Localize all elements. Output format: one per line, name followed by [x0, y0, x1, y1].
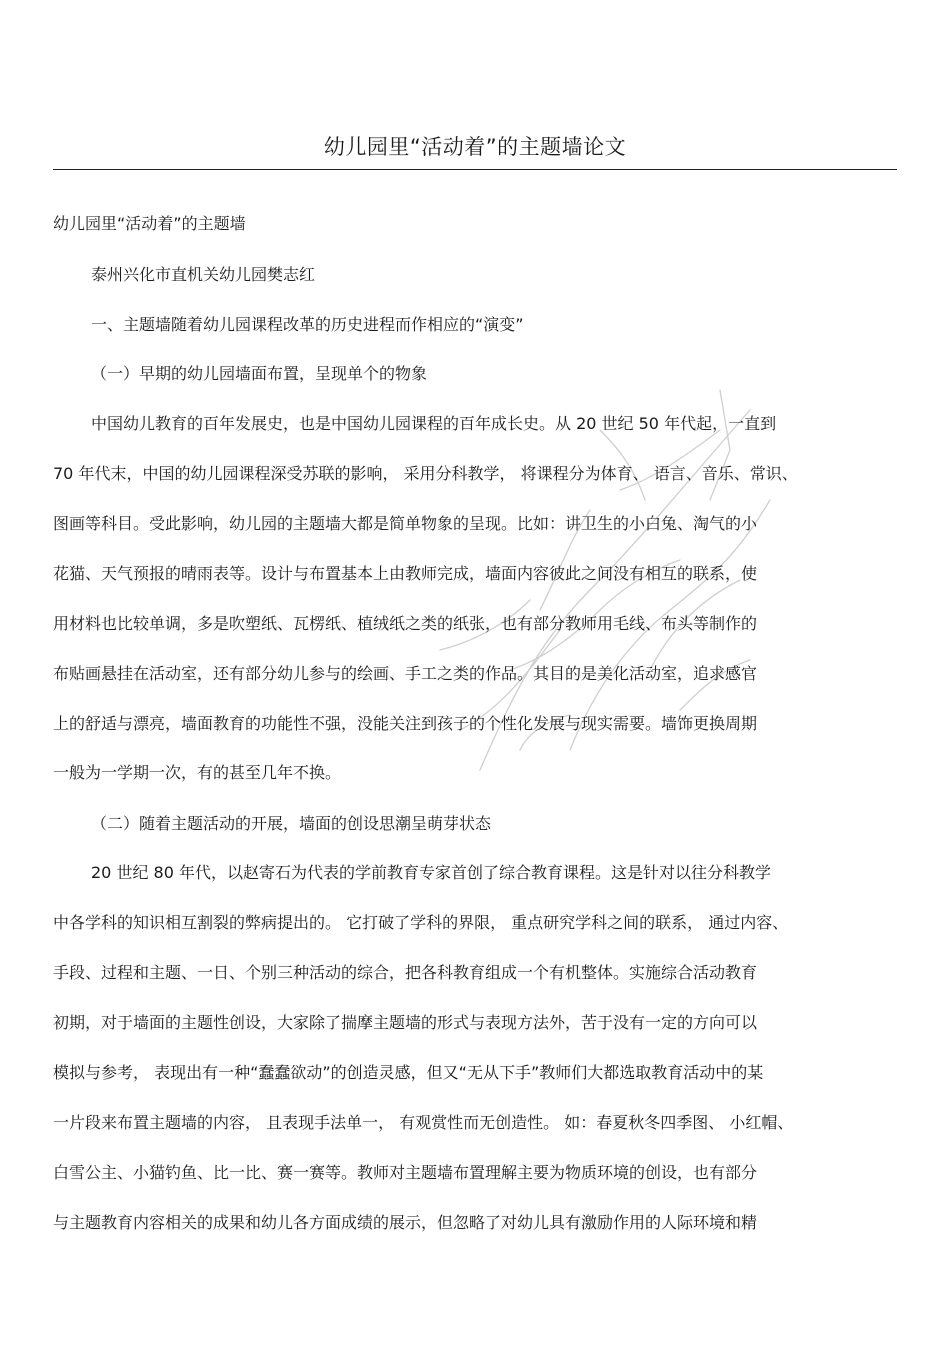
- paragraph-line: 布贴画悬挂在活动室，还有部分幼儿参与的绘画、手工之类的作品。其目的是美化活动室，追求感官: [53, 664, 758, 683]
- paragraph-line: 一片段来布置主题墙的内容， 且表现手法单一， 有观赏性而无创造性。 如：春夏秋冬四季图、 小红帽、: [53, 1113, 794, 1132]
- paragraph-line: 与主题教育内容相关的成果和幼儿各方面成绩的展示，但忽略了对幼儿具有激励作用的人际环境和精: [53, 1213, 758, 1232]
- section-heading: 一、主题墙随着幼儿园课程改革的历史进程而作相应的“演变”: [91, 315, 524, 334]
- paragraph-line: 幼儿园里“活动着”的主题墙: [53, 214, 246, 233]
- paragraph-line: 花猫、天气预报的晴雨表等。设计与布置基本上由教师完成，墙面内容彼此之间没有相互的联系，使: [53, 564, 758, 583]
- paragraph-line: 初期，对于墙面的主题性创设，大家除了揣摩主题墙的形式与表现方法外，苦于没有一定的方向可以: [53, 1013, 758, 1032]
- paragraph-line: 模拟与参考， 表现出有一种“蠢蠢欲动”的创造灵感，但又“无从下手”教师们大都选取教育活动中的某: [53, 1063, 764, 1082]
- paragraph-line: 20 世纪 80 年代，以赵寄石为代表的学前教育专家首创了综合教育课程。这是针对以往分科教学: [91, 863, 771, 882]
- paragraph-line: 白雪公主、小猫钓鱼、比一比、赛一赛等。教师对主题墙布置理解主要为物质环境的创设，也有部分: [53, 1163, 758, 1182]
- subsection-heading: （一）早期的幼儿园墙面布置，呈现单个的物象: [91, 364, 428, 383]
- subsection-heading: （二）随着主题活动的开展，墙面的创设思潮呈萌芽状态: [91, 814, 492, 833]
- document-title: 幼儿园里“活动着”的主题墙论文: [323, 135, 627, 159]
- paragraph-line: 图画等科目。受此影响，幼儿园的主题墙大都是简单物象的呈现。比如：讲卫生的小白兔、淘气的小: [53, 514, 758, 533]
- paragraph-line: 中各学科的知识相互割裂的弊病提出的。 它打破了学科的界限， 重点研究学科之间的联系， 通过内容、: [53, 913, 789, 932]
- paragraph-line: 泰州兴化市直机关幼儿园樊志红: [91, 265, 316, 284]
- paragraph-line: 70 年代末，中国的幼儿园课程深受苏联的影响， 采用分科教学， 将课程分为体育、 语言、音乐、常识、: [53, 464, 798, 483]
- title-divider: [53, 169, 897, 170]
- paragraph-line: 上的舒适与漂亮，墙面教育的功能性不强，没能关注到孩子的个性化发展与现实需要。墙饰更换周期: [53, 714, 758, 733]
- paragraph-line: 用材料也比较单调，多是吹塑纸、瓦楞纸、植绒纸之类的纸张，也有部分教师用毛线、布头等制作的: [53, 614, 758, 633]
- paragraph-line: 一般为一学期一次，有的甚至几年不换。: [53, 763, 342, 782]
- paragraph-line: 手段、过程和主题、一日、个别三种活动的综合，把各科教育组成一个有机整体。实施综合活动教育: [53, 963, 758, 982]
- paragraph-line: 中国幼儿教育的百年发展史，也是中国幼儿园课程的百年成长史。从 20 世纪 50 年代起，一直到: [91, 414, 777, 433]
